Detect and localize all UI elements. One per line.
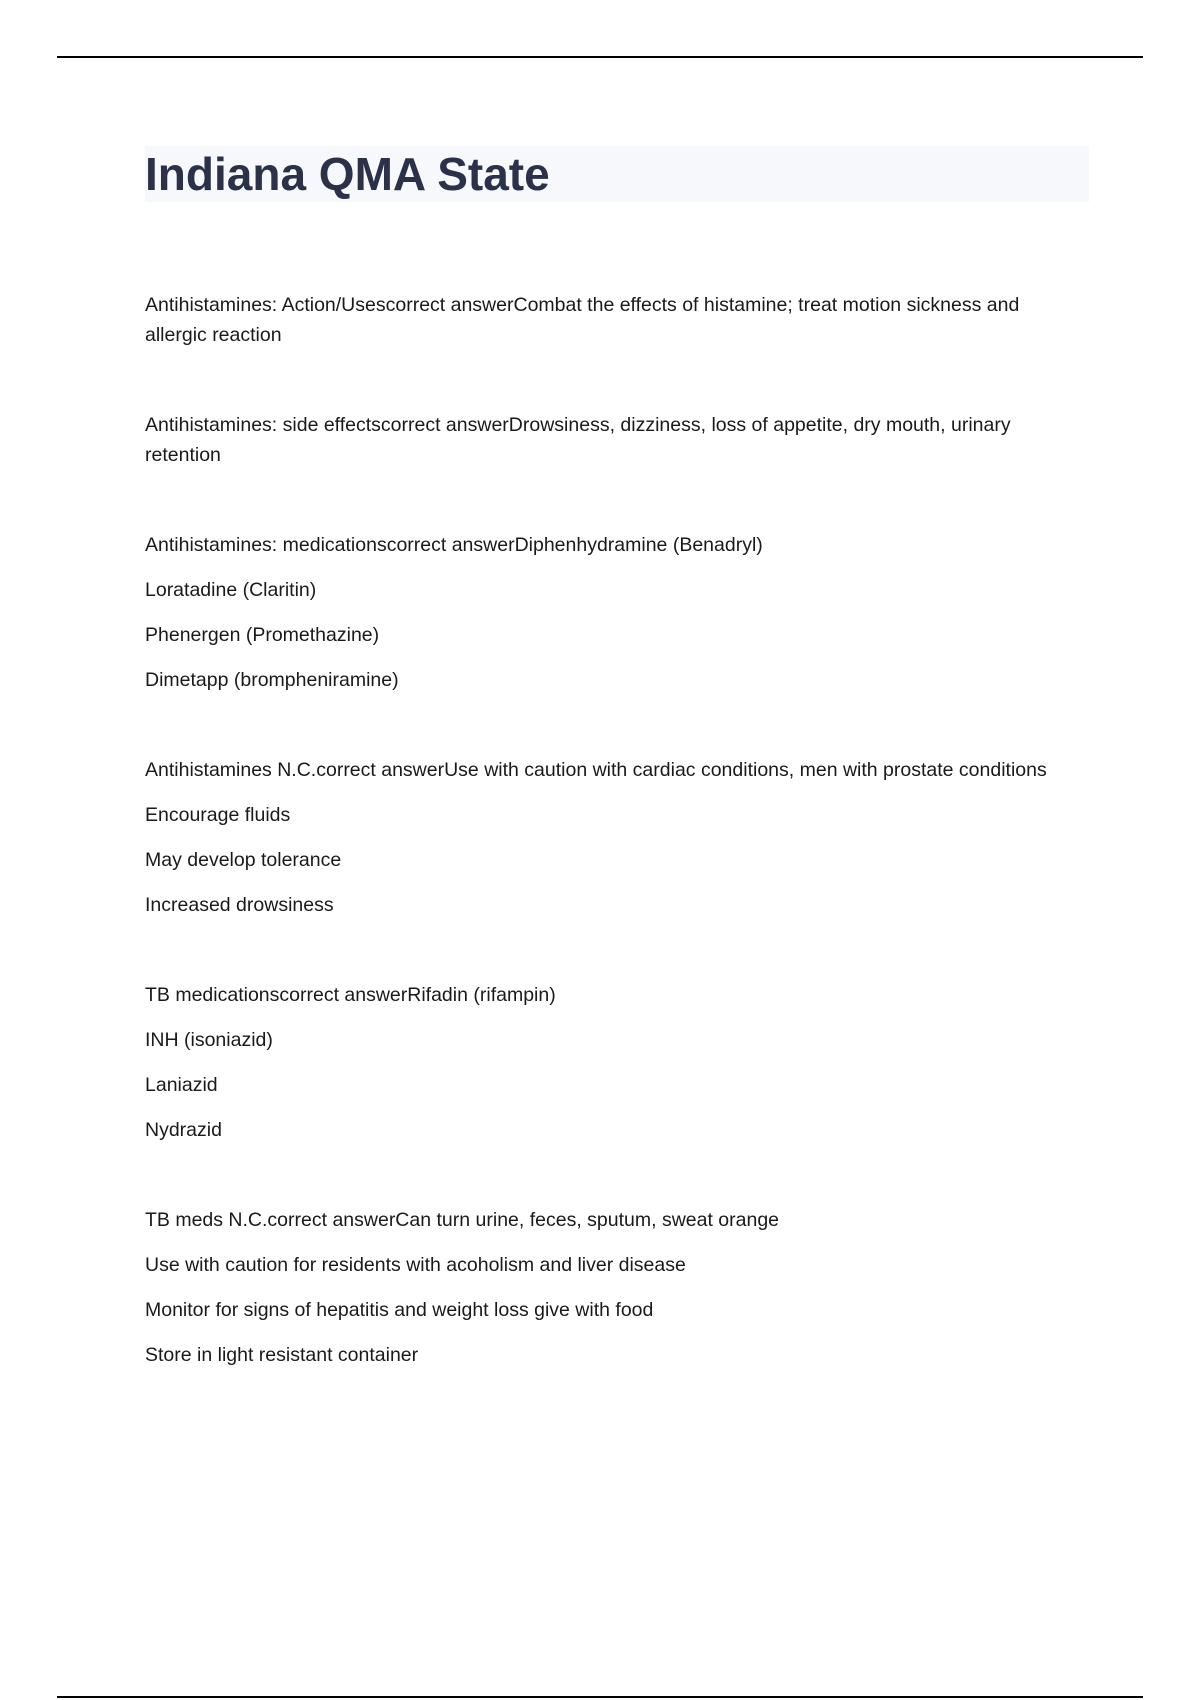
- top-rule: [57, 56, 1143, 58]
- entry-antihistamines-nc: [145, 755, 1085, 920]
- entry-line: Use with caution for residents with acoholism and liver disease: [145, 1254, 686, 1276]
- entry-antihistamines-medications: [145, 530, 1085, 695]
- entry-tb-meds-nc: [145, 1205, 1085, 1370]
- entry-antihistamines-side-effects: [145, 410, 1085, 470]
- entry-line: May develop tolerance: [145, 849, 342, 871]
- entry-line: Antihistamines: Action/Usescorrect answerCombat the effects of histamine; treat motion sickness and allergic reaction: [145, 294, 1020, 346]
- entry-line: Loratadine (Claritin): [145, 579, 317, 601]
- entry-line: TB medicationscorrect answerRifadin (rifampin): [145, 984, 556, 1006]
- entry-line: Monitor for signs of hepatitis and weight loss give with food: [145, 1299, 654, 1321]
- entry-line: INH (isoniazid): [145, 1029, 273, 1051]
- entry-line: Antihistamines N.C.correct answerUse with caution with cardiac conditions, men with prostate conditions: [145, 759, 1047, 781]
- entry-line: Antihistamines: medicationscorrect answerDiphenhydramine (Benadryl): [145, 534, 763, 556]
- entry-line: Encourage fluids: [145, 804, 291, 826]
- entry-antihistamines-action: [145, 290, 1085, 350]
- entry-line: Antihistamines: side effectscorrect answerDrowsiness, dizziness, loss of appetite, dry mouth, urinary retention: [145, 414, 1011, 466]
- entry-line: Laniazid: [145, 1074, 218, 1096]
- entry-line: TB meds N.C.correct answerCan turn urine, feces, sputum, sweat orange: [145, 1209, 780, 1231]
- page-title: Indiana QMA State: [145, 148, 550, 200]
- entry-tb-medications: [145, 980, 1085, 1145]
- bottom-rule: [57, 1696, 1143, 1698]
- entry-line: Dimetapp (brompheniramine): [145, 669, 399, 691]
- entry-line: Increased drowsiness: [145, 894, 334, 916]
- entry-line: Nydrazid: [145, 1119, 222, 1141]
- entry-line: Store in light resistant container: [145, 1344, 419, 1366]
- document-body: [145, 290, 1085, 1430]
- entry-line: Phenergen (Promethazine): [145, 624, 380, 646]
